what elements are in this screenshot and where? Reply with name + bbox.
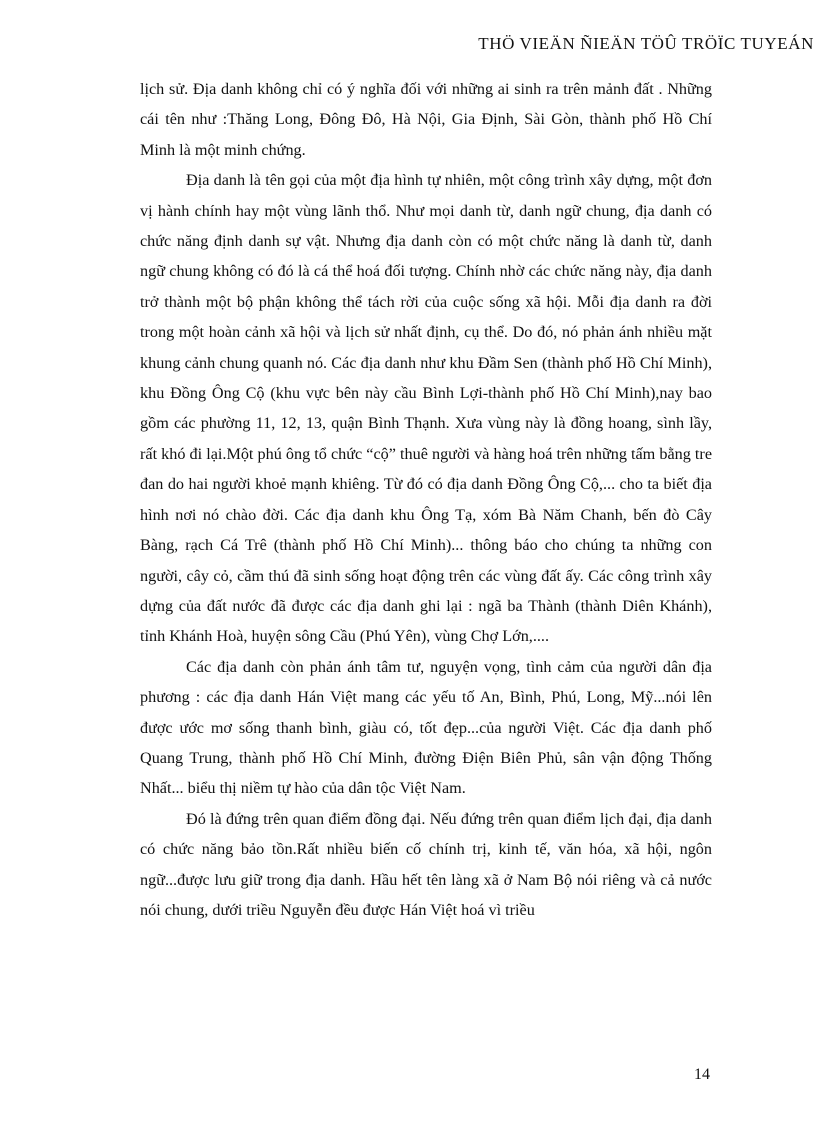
- document-body: [140, 74, 712, 925]
- paragraph: Đó là đứng trên quan điểm đồng đại. Nếu đứng trên quan điểm lịch đại, địa danh có chức năng bảo tồn.Rất nhiều biến cố chính trị, kinh tế, văn hóa, xã hội, ngôn ngữ...được lưu giữ trong địa danh. Hầu hết tên làng xã ở Nam Bộ nói riêng và cả nước nói chung, dưới triều Nguyễn đều được Hán Việt hoá vì triều: [140, 809, 712, 919]
- page-number: 14: [694, 1066, 710, 1083]
- paragraph: Các địa danh còn phản ánh tâm tư, nguyện vọng, tình cảm của người dân địa phương : các địa danh Hán Việt mang các yếu tố An, Bình, Phú, Long, Mỹ...nói lên được ước mơ sống thanh bình, giàu có, tốt đẹp...của người Việt. Các địa danh phố Quang Trung, thành phố Hồ Chí Minh, đường Điện Biên Phủ, sân vận động Thống Nhất... biểu thị niềm tự hào của dân tộc Việt Nam.: [140, 657, 712, 798]
- paragraph: Địa danh là tên gọi của một địa hình tự nhiên, một công trình xây dựng, một đơn vị hành chính hay một vùng lãnh thổ. Như mọi danh từ, danh ngữ chung, địa danh có chức năng định danh sự vật. Nhưng địa danh còn có một chức năng là danh từ, danh ngữ chung không có đó là cá thể hoá đối tượng. Chính nhờ các chức năng này, địa danh trở thành một bộ phận không thể tách rời của cuộc sống xã hội. Mỗi địa danh ra đời trong một hoàn cảnh xã hội và lịch sử nhất định, cụ thể. Do đó, nó phản ánh nhiều mặt khung cảnh chung quanh nó. Các địa danh như khu Đầm Sen (thành phố Hồ Chí Minh), khu Đồng Ông Cộ (khu vực bên này cầu Bình Lợi-thành phố Hồ Chí Minh),nay bao gồm các phường 11, 12, 13, quận Bình Thạnh. Xưa vùng này là đồng hoang, sình lầy, rất khó đi lại.Một phú ông tổ chức “cộ” thuê người và hàng hoá trên những tấm bằng tre đan do hai người khoẻ mạnh khiêng. Từ đó có địa danh Đồng Ông Cộ,... cho ta biết địa hình nơi nó chào đời. Các địa danh khu Ông Tạ, xóm Bà Năm Chanh, bến đò Cây Bàng, rạch Cá Trê (thành phố Hồ Chí Minh)... thông báo cho chúng ta những con người, cây cỏ, cầm thú đã sinh sống hoạt động trên các vùng đất ấy. Các công trình xây dựng của đất nước đã được các địa danh ghi lại : ngã ba Thành (thành Diên Khánh), tỉnh Khánh Hoà, huyện sông Cầu (Phú Yên), vùng Chợ Lớn,....: [140, 171, 712, 646]
- page-header-title: THÖ VIEÄN ÑIEÄN TÖÛ TRÖÏC TUYEÁN: [478, 34, 814, 53]
- paragraph: lịch sử. Địa danh không chỉ có ý nghĩa đối với những ai sinh ra trên mảnh đất . Những cái tên như :Thăng Long, Đông Đô, Hà Nội, Gia Định, Sài Gòn, thành phố Hồ Chí Minh là một minh chứng.: [140, 80, 712, 159]
